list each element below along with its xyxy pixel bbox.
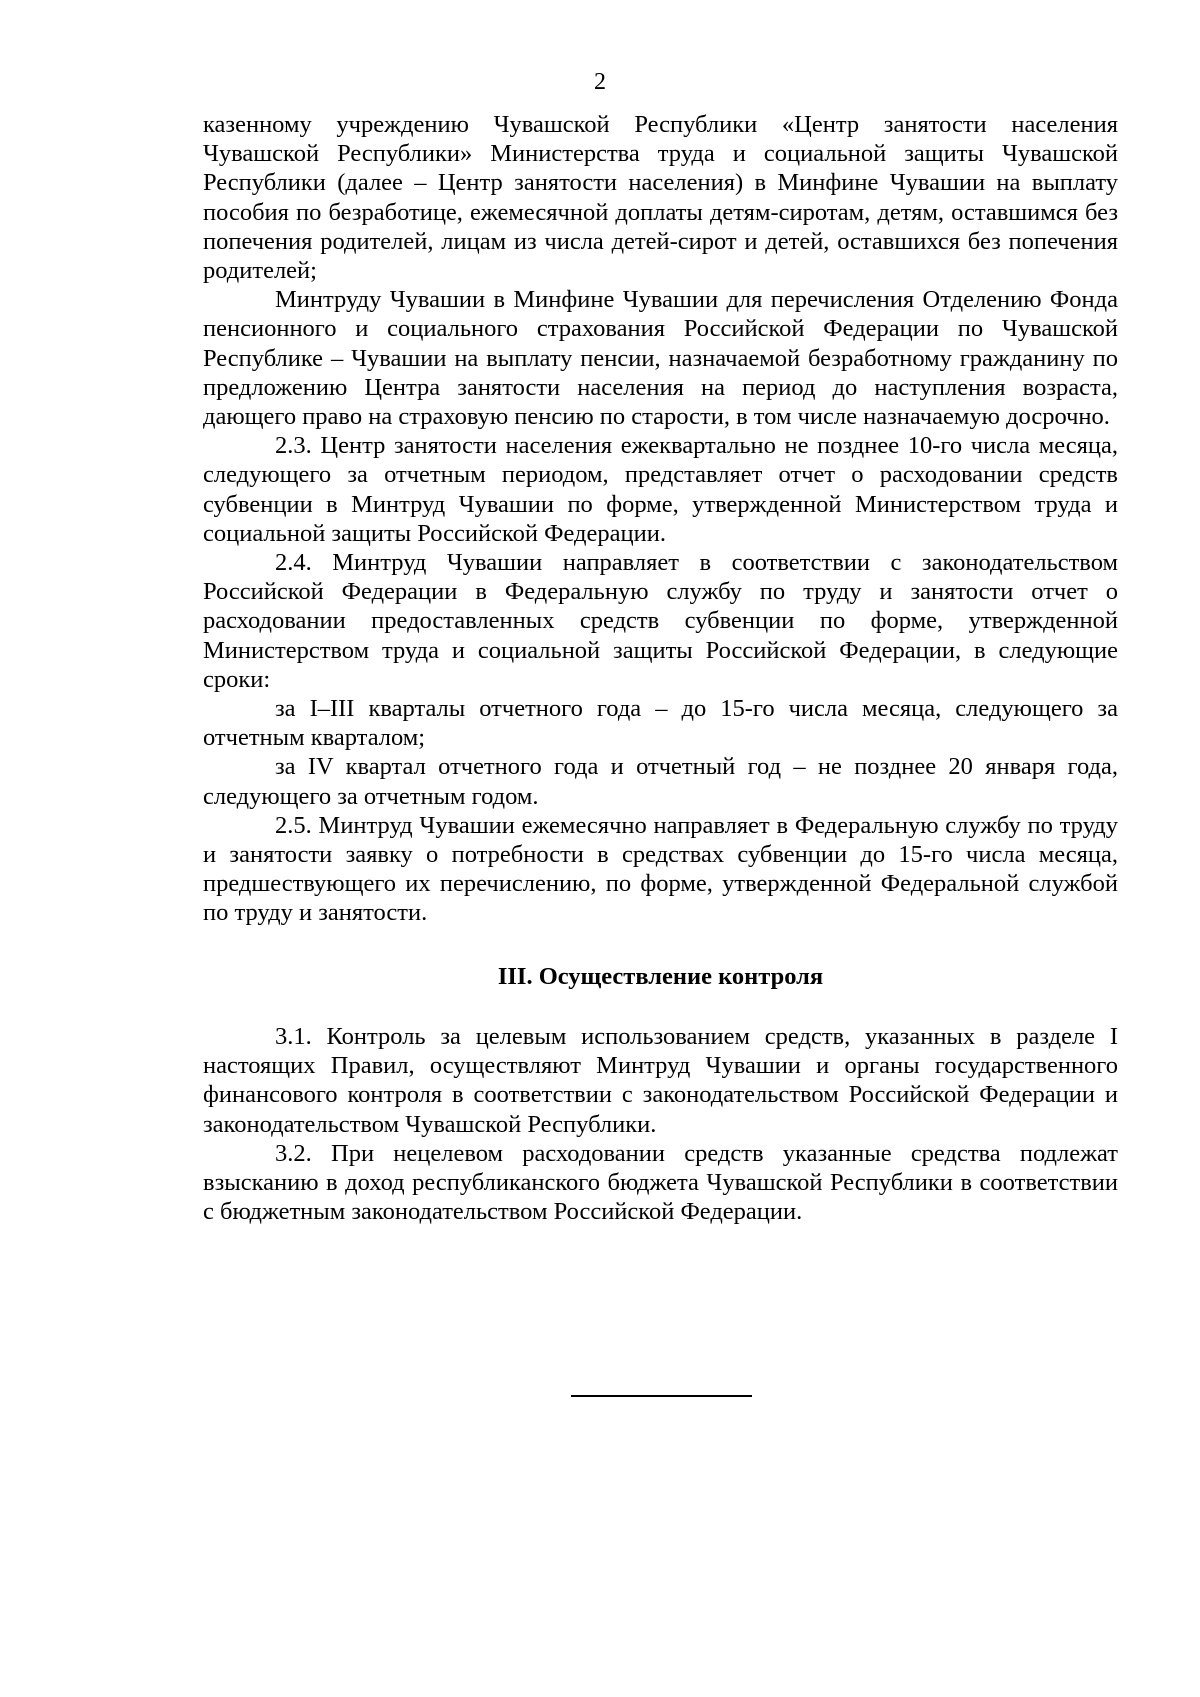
paragraph-annual-deadline: за IV квартал отчетного года и отчетный год – не позднее 20 января года, следующего за отчетным годом. [203,753,1118,810]
document-body [203,110,1118,1226]
paragraph-quarterly-deadline: за I–III кварталы отчетного года – до 15-го числа месяца, следующего за отчетным кварталом; [203,695,1118,752]
paragraph-recipient-continuation: казенному учреждению Чувашской Республики «Центр занятости населения Чувашской Республики» Министерства труда и социальной защиты Чувашской Республики (далее – Центр занятости населения) в Минфине Чувашии на выплату пособия по безработице, ежемесячной доплаты детям-сиротам, детям, оставшимся без попечения родителей, лицам из числа детей-сирот и детей, оставшихся без попечения родителей; [203,111,1118,285]
paragraph-2-5: 2.5. Минтруд Чувашии ежемесячно направляет в Федеральную службу по труду и занятости заявку о потребности в средствах субвенции до 15-го числа месяца, предшествующего их перечислению, по форме, утвержденной Федеральной службой по труду и занятости. [203,811,1118,927]
paragraph-2-4: 2.4. Минтруд Чувашии направляет в соответствии с законодательством Российской Федерации в Федеральную службу по труду и занятости отчет о расходовании предоставленных средств субвенции по форме, утвержденной Министерством труда и социальной защиты Российской Федерации, в следующие сроки: [203,549,1118,693]
end-of-document-rule [571,1395,752,1397]
paragraph-mintrud-transfer: Минтруду Чувашии в Минфине Чувашии для перечисления Отделению Фонда пенсионного и социального страхования Российской Федерации по Чувашской Республике – Чувашии на выплату пенсии, назначаемой безработному гражданину по предложению Центра занятости населения на период до наступления возраста, дающего право на страховую пенсию по старости, в том числе назначаемую досрочно. [203,286,1118,431]
section-heading: III. Осуществление контроля [497,962,824,990]
page-number: 2 [594,69,606,95]
paragraph-3-2: 3.2. При нецелевом расходовании средств указанные средства подлежат взысканию в доход республиканского бюджета Чувашской Республики в соответствии с бюджетным законодательством Российской Федерации. [203,1139,1118,1226]
paragraph-3-1: 3.1. Контроль за целевым использованием средств, указанных в разделе I настоящих Правил, осуществляют Минтруд Чувашии и органы государственного финансового контроля в соответствии с законодательством Российской Федерации и законодательством Чувашской Республики. [203,1022,1118,1138]
paragraph-2-3: 2.3. Центр занятости населения ежеквартально не позднее 10-го числа месяца, следующего за отчетным периодом, представляет отчет о расходовании средств субвенции в Минтруд Чувашии по форме, утвержденной Министерством труда и социальной защиты Российской Федерации. [203,432,1118,547]
